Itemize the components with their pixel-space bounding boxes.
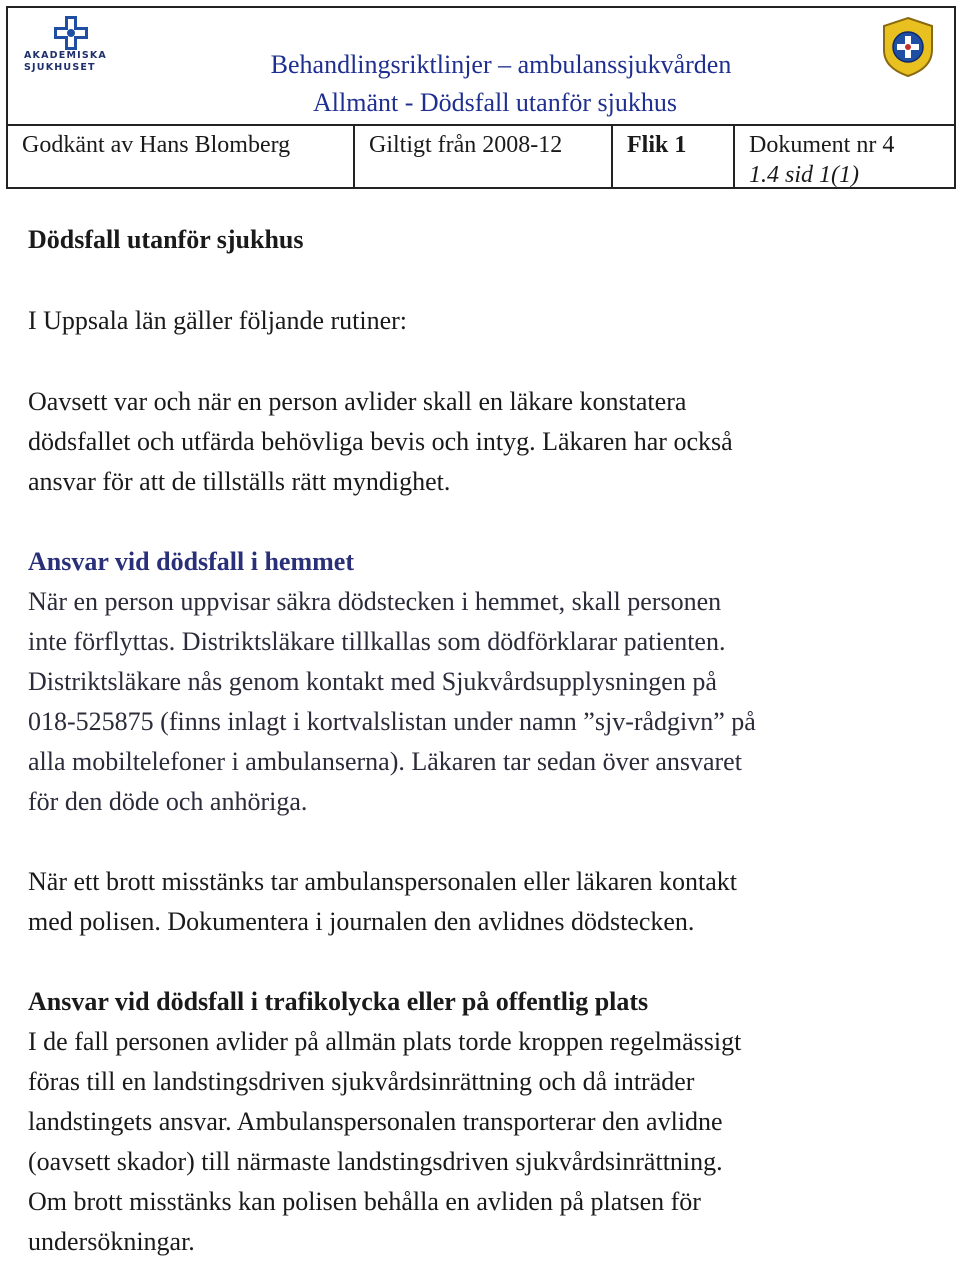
paragraph-line: inte förflyttas. Distriktsläkare tillkallas som dödförklarar patienten.: [28, 627, 726, 656]
section-heading-public-place: Ansvar vid dödsfall i trafikolycka eller på offentlig plats: [28, 987, 649, 1016]
logo-text: AKADEMISKA SJUKHUSET: [24, 50, 107, 73]
paragraph-line: ansvar för att de tillställs rätt myndighet.: [28, 467, 451, 496]
document-number-label: Dokument nr 4: [749, 132, 895, 158]
document-header: [6, 6, 956, 189]
paragraph-line: I de fall personen avlider på allmän plats torde kroppen regelmässigt: [28, 1027, 742, 1056]
paragraph-line: föras till en landstingsdriven sjukvårdsinrättning och då inträder: [28, 1067, 695, 1096]
header-subtitle: Allmänt - Dödsfall utanför sjukhus: [313, 88, 677, 117]
approved-by: Godkänt av Hans Blomberg: [8, 126, 355, 189]
paragraph-line: När ett brott misstänks tar ambulanspersonalen eller läkaren kontakt: [28, 867, 737, 896]
paragraph-line: alla mobiltelefoner i ambulanserna). Läkaren tar sedan över ansvaret: [28, 747, 742, 776]
paragraph-line: för den döde och anhöriga.: [28, 787, 308, 816]
paragraph-line: Oavsett var och när en person avlider skall en läkare konstatera: [28, 387, 687, 416]
paragraph-line: Distriktsläkare nås genom kontakt med Sjukvårdsupplysningen på: [28, 667, 717, 696]
paragraph-line: (oavsett skador) till närmaste landstingsdriven sjukvårdsinrättning.: [28, 1147, 723, 1176]
document-body: [28, 220, 928, 1262]
paragraph-line: Om brott misstänks kan polisen behålla en avliden på platsen för: [28, 1187, 701, 1216]
intro-text: I Uppsala län gäller följande rutiner:: [28, 306, 408, 335]
cross-logo-icon: [54, 16, 88, 50]
paragraph-line: landstingets ansvar. Ambulanspersonalen transporterar den avlidne: [28, 1107, 723, 1136]
valid-from: Giltigt från 2008-12: [355, 126, 613, 189]
page-title: Dödsfall utanför sjukhus: [28, 225, 304, 254]
document-page: 1.4 sid 1(1): [749, 162, 859, 188]
paragraph-line: dödsfallet och utfärda behövliga bevis och intyg. Läkaren har också: [28, 427, 733, 456]
paragraph-line: undersökningar.: [28, 1227, 195, 1256]
section-heading-home: Ansvar vid dödsfall i hemmet: [28, 547, 354, 576]
document-number: [735, 126, 954, 189]
tab-label: Flik 1: [613, 126, 735, 189]
header-info-row: [8, 124, 954, 189]
paragraph-line: med polisen. Dokumentera i journalen den avlidnes dödstecken.: [28, 907, 695, 936]
header-title: Behandlingsriktlinjer – ambulanssjukvården: [270, 50, 732, 79]
paragraph-line: 018-525875 (finns inlagt i kortvalslistan under namn ”sjv-rådgivn” på: [28, 707, 756, 736]
paragraph-line: När en person uppvisar säkra dödstecken i hemmet, skall personen: [28, 587, 722, 616]
